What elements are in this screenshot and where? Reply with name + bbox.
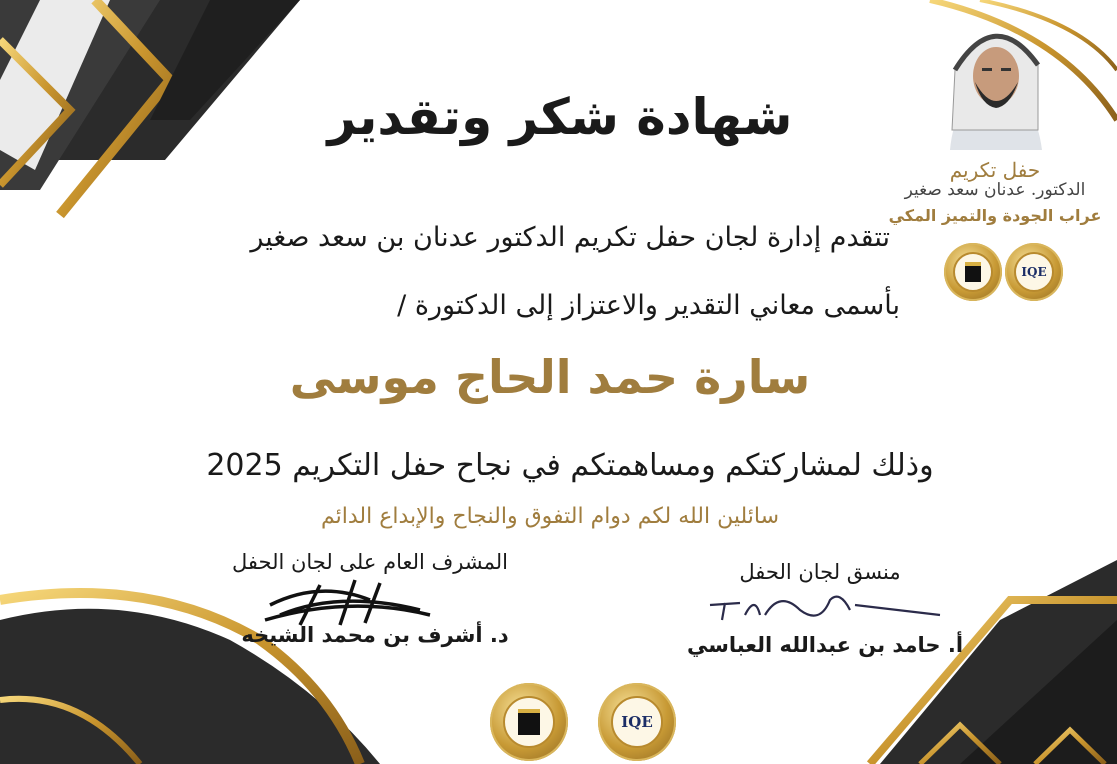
body-line-3: وذلك لمشاركتكم ومساهمتكم في نجاح حفل التكريم 2025 [206,448,934,483]
certificate-title: شهادة شكر وتقدير [327,88,793,146]
supervisor-signature [260,575,440,630]
body-line-1: تتقدم إدارة لجان حفل تكريم الدكتور عدنان بن سعد صغير [250,222,890,253]
body-line-2: بأسمى معاني التقدير والاعتزاز إلى الدكتورة / [397,290,900,321]
iqe-seal-top: IQE [1005,243,1063,301]
coordinator-role: منسق لجان الحفل [739,560,901,584]
portrait-image [930,10,1060,150]
brand-event-line: حفل تكريم [949,158,1041,182]
supervisor-name: د. أشرف بن محمد الشيخه [241,623,509,647]
kaaba-seal-top [944,243,1002,301]
recipient-name: سارة حمد الحاج موسى [289,350,811,404]
coordinator-name: أ. حامد بن عبدالله العباسي [686,633,964,657]
kaaba-seal-bottom [490,683,568,761]
supervisor-role: المشرف العام على لجان الحفل [231,550,508,574]
iqe-seal-bottom: IQE [598,683,676,761]
brand-honoree-line: الدكتور. عدنان سعد صغير [904,180,1086,200]
brand-tagline: عراب الجودة والتميز المكي [888,206,1102,225]
coordinator-signature [700,585,950,630]
body-line-4: سائلين الله لكم دوام التفوق والنجاح والإبداع الدائم [320,504,780,529]
